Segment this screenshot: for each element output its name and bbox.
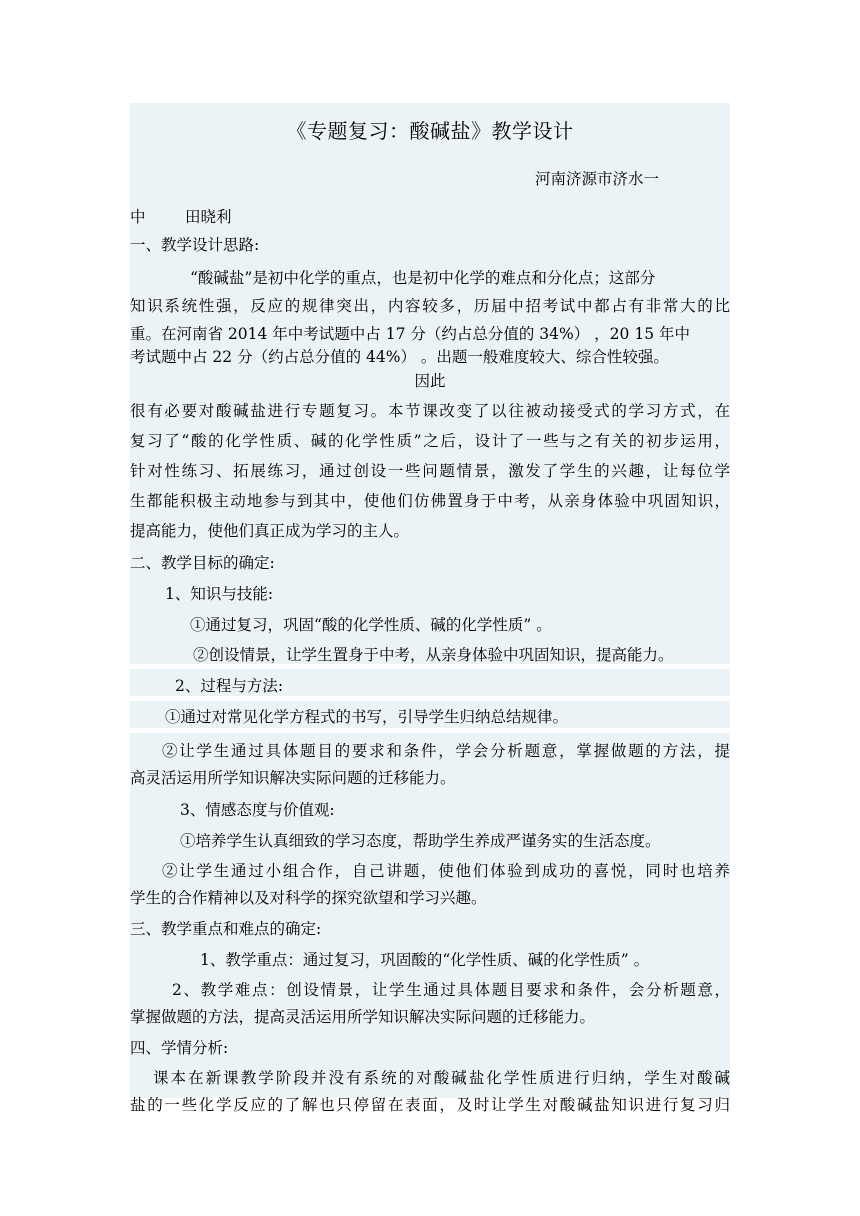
- subheading: 2、过程与方法:: [175, 677, 284, 695]
- list-item: 2、教学难点：创设情景，让学生通过具体题目要求和条件，会分析题意，: [172, 981, 730, 999]
- list-item: ②让学生通过具体题目的要求和条件，学会分析题意，掌握做题的方法，提: [162, 742, 730, 760]
- paragraph-line: 考试题中占 22 分（约占总分值的 44%） 。出题一般难度较大、综合性较强。: [130, 348, 669, 366]
- author-name: 田晓利: [185, 208, 232, 226]
- document-title: 《专题复习：酸碱盐》教学设计: [286, 119, 574, 143]
- list-item: 学生的合作精神以及对科学的探究欲望和学习兴趣。: [130, 889, 487, 907]
- section-heading-1: 一、教学设计思路:: [130, 236, 260, 254]
- section-heading-4: 四、学情分析:: [130, 1039, 229, 1057]
- list-item: ②让学生通过小组合作，自己讲题，使他们体验到成功的喜悦，同时也培养: [162, 862, 730, 880]
- paragraph-line: 提高能力，使他们真正成为学习的主人。: [130, 522, 410, 540]
- list-item: ①通过对常见化学方程式的书写，引导学生归纳总结规律。: [165, 708, 569, 726]
- paragraph-line: 知识系统性强，反应的规律突出，内容较多，历届中招考试中都占有非常大的比: [130, 297, 730, 315]
- paragraph-line: 重。在河南省 2014 年中考试题中占 17 分（约占总分值的 34%） ，20 15 年中: [130, 325, 690, 343]
- paragraph-line: 复习了“酸的化学性质、碱的化学性质”之后，设计了一些与之有关的初步运用，: [130, 432, 730, 450]
- list-item: ①培养学生认真细致的学习态度，帮助学生养成严谨务实的生活态度。: [180, 832, 661, 850]
- list-item: 高灵活运用所学知识解决实际问题的迁移能力。: [130, 769, 456, 787]
- paragraph-line: “酸碱盐”是初中化学的重点，也是初中化学的难点和分化点；这部分: [190, 269, 656, 287]
- paragraph-line: 盐的一些化学反应的了解也只停留在表面，及时让学生对酸碱盐知识进行复习归: [130, 1096, 730, 1114]
- author-school-suffix: 中: [130, 208, 146, 226]
- paragraph-line: 针对性练习、拓展练习，通过创设一些问题情景，激发了学生的兴趣，让每位学: [130, 462, 730, 480]
- paragraph-line: 课本在新课教学阶段并没有系统的对酸碱盐化学性质进行归纳，学生对酸碱: [153, 1069, 730, 1087]
- paragraph-line: 很有必要对酸碱盐进行专题复习。本节课改变了以往被动接受式的学习方式，在: [130, 402, 730, 420]
- section-heading-3: 三、教学重点和难点的确定:: [130, 920, 322, 938]
- author-school: 河南济源市济水一: [535, 170, 660, 188]
- divider: [130, 728, 730, 733]
- list-item: 1、教学重点：通过复习，巩固酸的“化学性质、碱的化学性质” 。: [200, 951, 650, 969]
- divider: [130, 664, 730, 669]
- paragraph-line: 生都能积极主动地参与到其中，使他们仿佛置身于中考，从亲身体验中巩固知识，: [130, 492, 730, 510]
- divider: [130, 696, 730, 701]
- section-heading-2: 二、教学目标的确定:: [130, 554, 275, 572]
- subheading: 3、情感态度与价值观:: [180, 801, 335, 819]
- list-item: 掌握做题的方法，提高灵活运用所学知识解决实际问题的迁移能力。: [130, 1008, 596, 1026]
- subheading: 1、知识与技能:: [165, 585, 274, 603]
- document-body: [130, 103, 730, 1114]
- paragraph-line: 因此: [414, 372, 446, 390]
- list-item: ①通过复习，巩固“酸的化学性质、碱的化学性质” 。: [190, 616, 552, 634]
- list-item: ②创设情景，让学生置身于中考，从亲身体验中巩固知识，提高能力。: [193, 646, 674, 664]
